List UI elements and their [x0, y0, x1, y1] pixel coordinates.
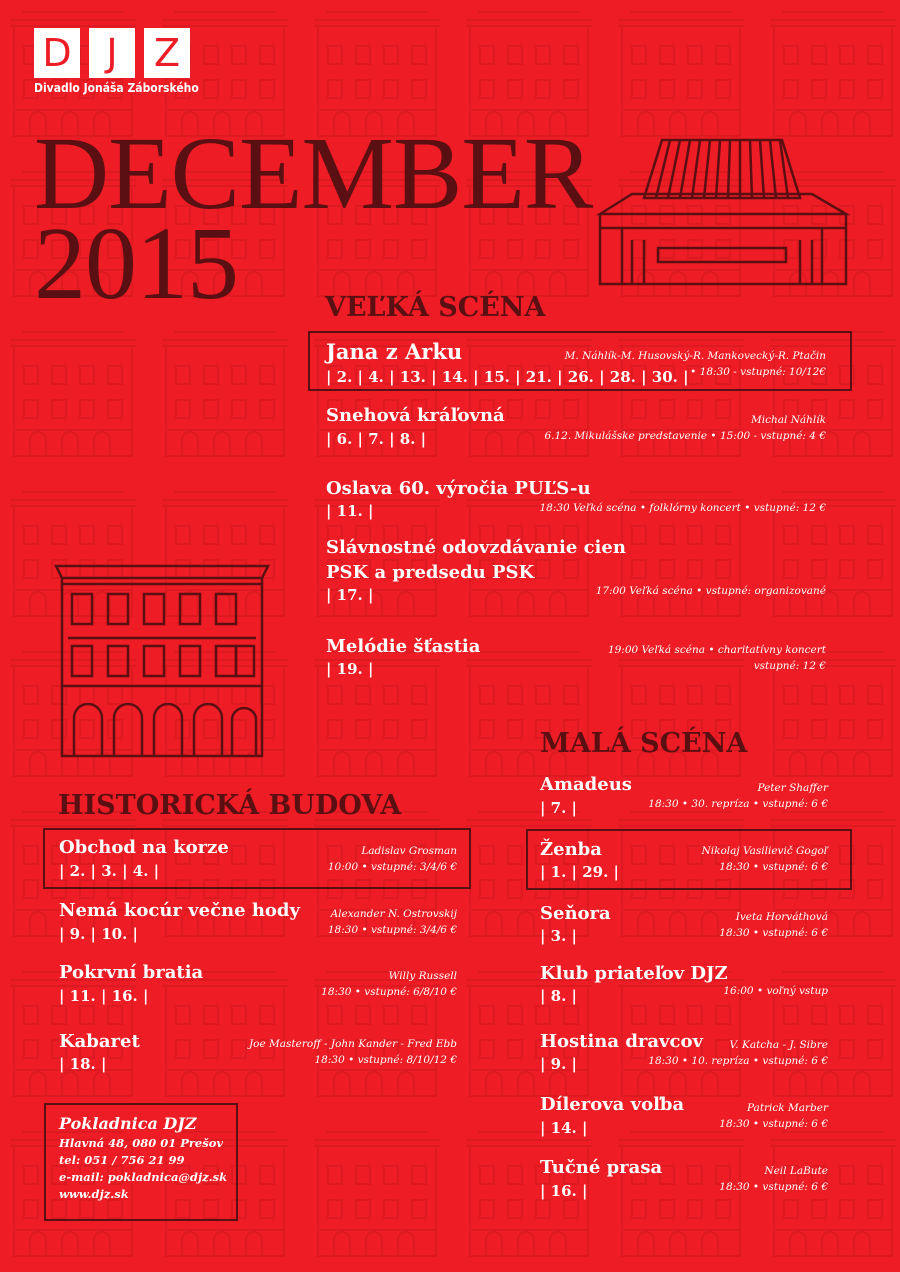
event-details: 18:30 • vstupné: 6/8/10 €	[321, 986, 457, 998]
event-title: Amadeus	[540, 774, 632, 795]
event-title: Oslava 60. výročia PUĽS-u	[326, 478, 591, 499]
event-details: 18:30 • vstupné: 6 €	[719, 861, 828, 873]
event-author: Joe Masteroff - John Kander - Fred Ebb	[248, 1038, 457, 1050]
event-details: 6.12. Mikulášske predstavenie • 15:00 - vstupné: 4 €	[544, 430, 826, 442]
logo-letter-d: D	[34, 28, 80, 78]
event-details: 18:30 Veľká scéna • folklórny koncert • vstupné: 12 €	[539, 502, 826, 514]
event-title-line1: Slávnostné odovzdávanie cien	[326, 537, 626, 558]
year-title: 2015	[34, 206, 238, 321]
event-author: Michal Náhlík	[751, 414, 826, 426]
event-author: Willy Russell	[388, 970, 457, 982]
event-dates: | 11. | 16. |	[59, 987, 149, 1005]
event-author: V. Katcha - J. Sibre	[729, 1039, 828, 1051]
theatre-building-illustration	[592, 136, 854, 296]
historicka-budova-heading: HISTORICKÁ BUDOVA	[58, 790, 402, 821]
box-office-email[interactable]: e-mail: pokladnica@djz.sk	[59, 1170, 228, 1184]
event-title: Pokrvní bratia	[59, 962, 204, 983]
event-author: Peter Shaffer	[757, 782, 828, 794]
event-details: 19:00 Veľká scéna • charitatívny koncert	[607, 644, 826, 656]
event-author: Neil LaBute	[764, 1165, 828, 1177]
event-dates: | 2. | 3. | 4. |	[59, 862, 160, 880]
event-title: Dílerova voľba	[540, 1094, 685, 1115]
event-dates: | 7. |	[540, 799, 578, 817]
event-details: 18:30 • vstupné: 3/4/6 €	[327, 924, 457, 936]
event-author: Patrick Marber	[746, 1102, 828, 1114]
historical-building-illustration	[52, 560, 272, 760]
event-author: Alexander N. Ostrovskij	[330, 908, 457, 920]
event-title: Obchod na korze	[59, 837, 229, 858]
event-dates: | 18. |	[59, 1055, 107, 1073]
event-dates: | 11. |	[326, 502, 374, 520]
event-author: Iveta Horváthová	[735, 911, 828, 923]
event-details: 18:30 • vstupné: 6 €	[719, 1181, 828, 1193]
event-title: Ženba	[540, 839, 602, 860]
event-dates: | 9. |	[540, 1055, 578, 1073]
event-dates: | 3. |	[540, 927, 578, 945]
event-details: • 18:30 - vstupné: 10/12€	[690, 366, 826, 378]
event-author: Ladislav Grosman	[361, 845, 457, 857]
event-title: Melódie šťastia	[326, 636, 481, 657]
event-details: 18:30 • vstupné: 8/10/12 €	[314, 1054, 457, 1066]
event-author: Nikolaj Vasilievič Gogoľ	[701, 845, 828, 857]
month-title: DECEMBER	[34, 116, 593, 231]
box-office-address: Hlavná 48, 080 01 Prešov	[59, 1136, 224, 1150]
event-title: Tučné prasa	[540, 1157, 663, 1178]
event-dates: | 16. |	[540, 1182, 588, 1200]
event-dates: | 9. | 10. |	[59, 925, 139, 943]
event-dates: | 8. |	[540, 987, 578, 1005]
event-details: 18:30 • 30. repríza • vstupné: 6 €	[648, 798, 828, 810]
event-details: 18:30 • vstupné: 6 €	[719, 927, 828, 939]
logo-letter-z: Z	[144, 28, 190, 78]
logo-letter-j: J	[89, 28, 135, 78]
event-details: 18:30 • vstupné: 6 €	[719, 1118, 828, 1130]
event-title: Kabaret	[59, 1031, 140, 1052]
event-title: Jana z Arku	[326, 339, 463, 364]
event-dates: | 14. |	[540, 1119, 588, 1137]
box-office-phone[interactable]: tel: 051 / 756 21 99	[59, 1153, 185, 1167]
event-dates: | 6. | 7. | 8. |	[326, 430, 427, 448]
event-title: Nemá kocúr večne hody	[59, 900, 300, 921]
box-office-title: Pokladnica DJZ	[59, 1114, 197, 1133]
event-dates: | 2. | 4. | 13. | 14. | 15. | 21. | 26. | 28. | 30. |	[326, 368, 689, 386]
event-title-line2: PSK a predsedu PSK	[326, 562, 535, 583]
event-dates: | 1. | 29. |	[540, 863, 620, 881]
event-dates: | 17. |	[326, 586, 374, 604]
event-details: 16:00 • voľný vstup	[723, 985, 828, 997]
event-details: 18:30 • 10. repríza • vstupné: 6 €	[648, 1055, 828, 1067]
event-title: Snehová kráľovná	[326, 405, 505, 426]
event-details: 10:00 • vstupné: 3/4/6 €	[327, 861, 457, 873]
logo-subtitle: Divadlo Jonáša Záborského	[34, 81, 199, 95]
mala-scena-heading: MALÁ SCÉNA	[540, 728, 748, 759]
event-author: M. Náhlík-M. Husovský-R. Mankovecký-R. Ptačin	[564, 350, 826, 362]
event-title: Hostina dravcov	[540, 1031, 703, 1052]
event-title: Seňora	[540, 903, 611, 924]
velka-scena-heading: VEĽKÁ SCÉNA	[325, 292, 546, 323]
event-title: Klub priateľov DJZ	[540, 963, 728, 984]
djz-logo[interactable]	[34, 28, 190, 78]
box-office-website[interactable]: www.djz.sk	[59, 1187, 129, 1201]
event-price: vstupné: 12 €	[753, 660, 826, 672]
event-dates: | 19. |	[326, 660, 374, 678]
event-details: 17:00 Veľká scéna • vstupné: organizované	[595, 585, 826, 597]
